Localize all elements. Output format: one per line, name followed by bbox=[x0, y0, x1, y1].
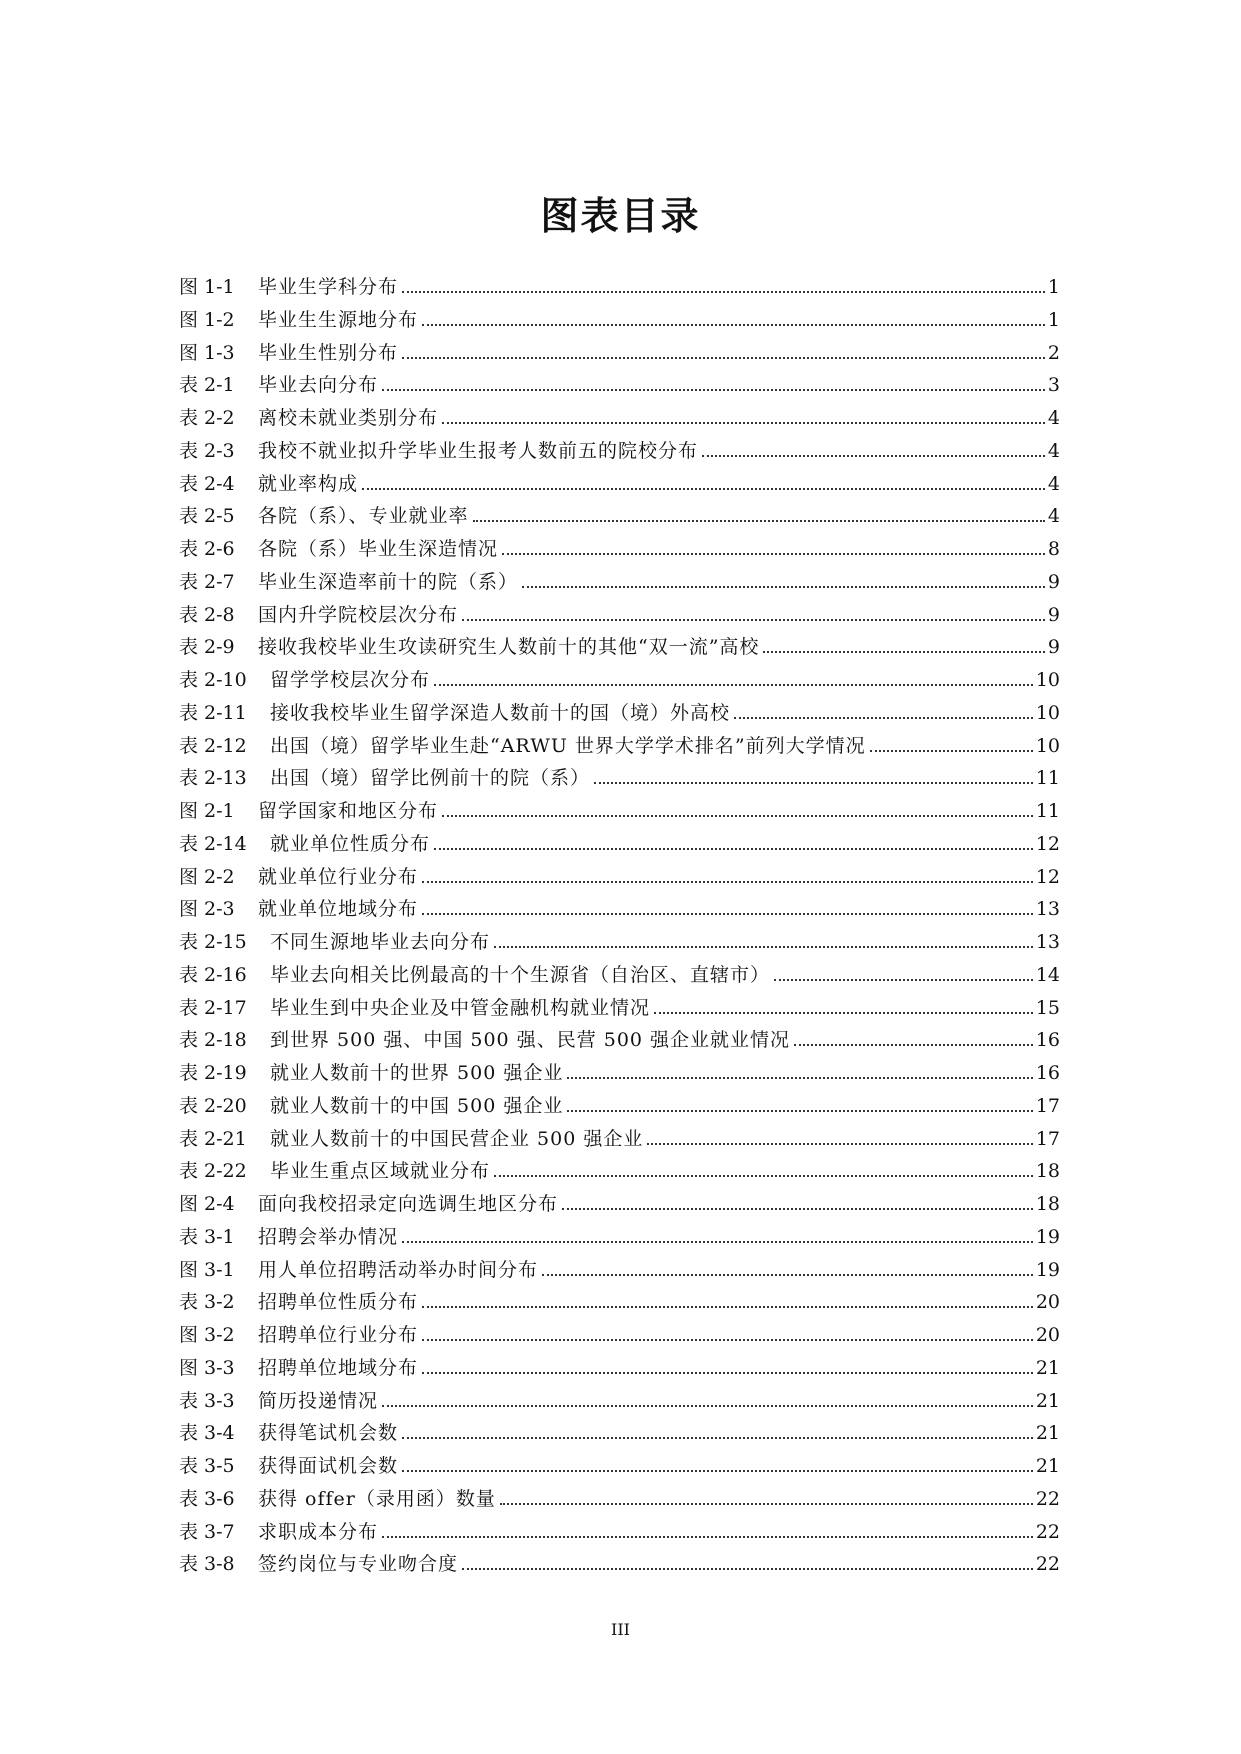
toc-entry[interactable] bbox=[179, 1221, 1060, 1254]
toc-entry-page: 10 bbox=[1035, 669, 1060, 691]
toc-entry-label: 表 2-7 bbox=[179, 570, 235, 593]
toc-entry-title: 简历投递情况 bbox=[258, 1389, 379, 1412]
toc-entry[interactable] bbox=[179, 828, 1060, 861]
toc-entry[interactable] bbox=[179, 500, 1060, 533]
toc-entry-label: 表 3-4 bbox=[179, 1422, 235, 1445]
toc-entry-page: 16 bbox=[1035, 1029, 1060, 1052]
toc-dot-leader bbox=[422, 1306, 1033, 1308]
toc-entry[interactable] bbox=[179, 369, 1060, 402]
toc-entry-page: 11 bbox=[1035, 767, 1060, 790]
toc-entry[interactable] bbox=[179, 1516, 1060, 1549]
toc-entry-page: 14 bbox=[1035, 963, 1060, 986]
toc-entry-page: 22 bbox=[1035, 1520, 1060, 1543]
toc-entry[interactable] bbox=[179, 1057, 1060, 1090]
toc-dot-leader bbox=[434, 848, 1033, 850]
toc-entry-page: 22 bbox=[1035, 1553, 1060, 1576]
toc-entry-page: 15 bbox=[1035, 996, 1060, 1019]
toc-entry[interactable] bbox=[179, 1450, 1060, 1483]
toc-entry-page: 1 bbox=[1047, 308, 1060, 331]
toc-entry-title: 我校不就业拟升学毕业生报考人数前五的院校分布 bbox=[258, 439, 699, 462]
toc-entry-title: 就业单位性质分布 bbox=[270, 832, 431, 855]
toc-entry-label: 表 2-3 bbox=[179, 439, 235, 462]
toc-entry-label: 表 2-6 bbox=[179, 538, 235, 560]
toc-entry[interactable] bbox=[179, 1024, 1060, 1057]
toc-dot-leader bbox=[462, 1568, 1033, 1570]
toc-entry-title: 各院（系）、专业就业率 bbox=[258, 505, 469, 528]
toc-entry-page: 19 bbox=[1035, 1258, 1060, 1281]
toc-entry-title: 招聘单位行业分布 bbox=[258, 1324, 419, 1346]
toc-entry-label: 表 2-16 bbox=[179, 963, 247, 986]
toc-entry-page: 12 bbox=[1035, 865, 1060, 888]
toc-entry-title: 到世界 500 强、中国 500 强、民营 500 强企业就业情况 bbox=[270, 1029, 791, 1052]
toc-entry-title: 就业人数前十的中国民营企业 500 强企业 bbox=[270, 1127, 644, 1150]
toc-entry-page: 8 bbox=[1047, 538, 1060, 560]
toc-dot-leader bbox=[794, 1044, 1033, 1046]
toc-entry-page: 17 bbox=[1035, 1094, 1060, 1117]
toc-entry-label: 表 2-11 bbox=[179, 701, 247, 724]
toc-entry-label: 表 3-8 bbox=[179, 1553, 235, 1576]
toc-entry-label: 图 2-1 bbox=[179, 800, 235, 822]
toc-entry-title: 就业率构成 bbox=[258, 472, 359, 495]
toc-entry-title: 就业单位行业分布 bbox=[258, 865, 419, 888]
toc-entry-title: 出国（境）留学比例前十的院（系） bbox=[270, 767, 591, 790]
toc-entry-label: 表 2-20 bbox=[179, 1094, 247, 1117]
toc-entry-page: 21 bbox=[1035, 1455, 1060, 1477]
toc-entry-title: 毕业生生源地分布 bbox=[258, 308, 419, 331]
toc-entry[interactable] bbox=[179, 893, 1060, 926]
toc-entry[interactable] bbox=[179, 664, 1060, 697]
toc-entry-title: 求职成本分布 bbox=[258, 1520, 379, 1543]
toc-entry-title: 毕业生性别分布 bbox=[258, 341, 399, 364]
toc-entry-title: 招聘单位性质分布 bbox=[258, 1291, 419, 1314]
toc-list bbox=[179, 271, 1060, 1581]
toc-dot-leader bbox=[494, 1175, 1033, 1177]
toc-entry-title: 就业人数前十的世界 500 强企业 bbox=[270, 1062, 564, 1084]
toc-dot-leader bbox=[702, 455, 1045, 457]
toc-entry-title: 留学国家和地区分布 bbox=[258, 800, 439, 822]
toc-entry-label: 表 3-6 bbox=[179, 1487, 235, 1510]
toc-entry-label: 图 3-3 bbox=[179, 1356, 235, 1379]
toc-entry[interactable] bbox=[179, 992, 1060, 1025]
toc-dot-leader bbox=[567, 1077, 1032, 1079]
toc-entry-page: 9 bbox=[1047, 603, 1060, 626]
toc-dot-leader bbox=[402, 1241, 1033, 1243]
toc-entry-page: 18 bbox=[1035, 1193, 1060, 1215]
toc-entry-label: 表 3-7 bbox=[179, 1520, 235, 1543]
toc-dot-leader bbox=[442, 815, 1033, 817]
toc-entry-page: 19 bbox=[1035, 1225, 1060, 1248]
toc-entry[interactable] bbox=[179, 1123, 1060, 1156]
toc-entry[interactable] bbox=[179, 697, 1060, 730]
toc-entry-title: 毕业去向分布 bbox=[258, 374, 379, 397]
toc-entry-title: 毕业生重点区域就业分布 bbox=[270, 1160, 491, 1183]
toc-entry-page: 18 bbox=[1035, 1160, 1060, 1183]
toc-entry[interactable] bbox=[179, 1319, 1060, 1352]
toc-dot-leader bbox=[734, 717, 1033, 719]
toc-entry-page: 4 bbox=[1047, 407, 1060, 429]
toc-entry-title: 留学学校层次分布 bbox=[270, 669, 431, 691]
toc-entry[interactable] bbox=[179, 1548, 1060, 1581]
toc-entry-label: 图 3-2 bbox=[179, 1324, 235, 1346]
toc-entry-page: 16 bbox=[1035, 1062, 1060, 1084]
toc-entry-page: 4 bbox=[1047, 505, 1060, 528]
toc-entry-title: 各院（系）毕业生深造情况 bbox=[258, 538, 499, 560]
toc-entry-label: 表 3-5 bbox=[179, 1455, 235, 1477]
toc-entry-title: 面向我校招录定向选调生地区分布 bbox=[258, 1193, 559, 1215]
toc-dot-leader bbox=[473, 520, 1045, 522]
toc-entry-title: 毕业生学科分布 bbox=[258, 276, 399, 298]
toc-entry-page: 2 bbox=[1047, 341, 1060, 364]
toc-entry-label: 表 2-10 bbox=[179, 669, 247, 691]
toc-dot-leader bbox=[562, 1208, 1033, 1210]
toc-entry-page: 4 bbox=[1047, 439, 1060, 462]
toc-dot-leader bbox=[382, 389, 1045, 391]
toc-entry[interactable] bbox=[179, 861, 1060, 894]
toc-dot-leader bbox=[870, 750, 1033, 752]
toc-entry-title: 签约岗位与专业吻合度 bbox=[258, 1553, 459, 1576]
toc-entry-title: 离校未就业类别分布 bbox=[258, 407, 439, 429]
toc-entry-label: 表 2-18 bbox=[179, 1029, 247, 1052]
toc-dot-leader bbox=[522, 586, 1045, 588]
toc-entry-label: 表 3-1 bbox=[179, 1225, 235, 1248]
toc-entry-label: 图 2-3 bbox=[179, 898, 235, 921]
toc-dot-leader bbox=[422, 1339, 1033, 1341]
toc-entry-page: 17 bbox=[1035, 1127, 1060, 1150]
toc-entry[interactable] bbox=[179, 926, 1060, 959]
toc-entry[interactable] bbox=[179, 1483, 1060, 1516]
toc-entry-title: 国内升学院校层次分布 bbox=[258, 603, 459, 626]
toc-dot-leader bbox=[500, 1503, 1033, 1505]
toc-dot-leader bbox=[494, 946, 1033, 948]
toc-entry-label: 表 2-13 bbox=[179, 767, 247, 790]
toc-entry-page: 13 bbox=[1035, 931, 1060, 953]
toc-entry-page: 10 bbox=[1035, 734, 1060, 757]
toc-entry-label: 表 2-19 bbox=[179, 1062, 247, 1084]
toc-entry-title: 获得面试机会数 bbox=[258, 1455, 399, 1477]
toc-entry-title: 接收我校毕业生留学深造人数前十的国（境）外高校 bbox=[270, 701, 731, 724]
toc-entry-label: 图 2-4 bbox=[179, 1193, 235, 1215]
toc-entry[interactable] bbox=[179, 730, 1060, 763]
toc-dot-leader bbox=[502, 553, 1045, 555]
toc-dot-leader bbox=[763, 651, 1044, 653]
toc-entry-page: 12 bbox=[1035, 832, 1060, 855]
toc-dot-leader bbox=[402, 1437, 1033, 1439]
toc-entry-title: 毕业生深造率前十的院（系） bbox=[258, 570, 519, 593]
toc-entry-title: 用人单位招聘活动举办时间分布 bbox=[258, 1258, 539, 1281]
toc-entry-page: 21 bbox=[1035, 1389, 1060, 1412]
toc-entry[interactable] bbox=[179, 1352, 1060, 1385]
toc-entry-label: 表 2-15 bbox=[179, 931, 247, 953]
toc-entry-title: 不同生源地毕业去向分布 bbox=[270, 931, 491, 953]
toc-dot-leader bbox=[594, 782, 1033, 784]
toc-entry-title: 招聘会举办情况 bbox=[258, 1225, 399, 1248]
toc-entry[interactable] bbox=[179, 762, 1060, 795]
toc-entry-label: 表 2-21 bbox=[179, 1127, 247, 1150]
toc-entry[interactable] bbox=[179, 533, 1060, 566]
toc-dot-leader bbox=[442, 422, 1045, 424]
toc-entry-label: 表 2-14 bbox=[179, 832, 247, 855]
toc-entry-label: 表 2-22 bbox=[179, 1160, 247, 1183]
toc-entry-label: 图 1-2 bbox=[179, 308, 235, 331]
toc-entry-page: 21 bbox=[1035, 1422, 1060, 1445]
toc-entry-label: 表 2-5 bbox=[179, 505, 235, 528]
toc-dot-leader bbox=[542, 1274, 1033, 1276]
toc-entry-page: 10 bbox=[1035, 701, 1060, 724]
toc-dot-leader bbox=[422, 913, 1033, 915]
toc-entry-title: 毕业去向相关比例最高的十个生源省（自治区、直辖市） bbox=[270, 963, 771, 986]
toc-dot-leader bbox=[402, 1470, 1033, 1472]
toc-entry-label: 表 3-3 bbox=[179, 1389, 235, 1412]
toc-entry-label: 表 2-8 bbox=[179, 603, 235, 626]
toc-dot-leader bbox=[422, 881, 1033, 883]
toc-entry[interactable] bbox=[179, 959, 1060, 992]
toc-dot-leader bbox=[654, 1012, 1033, 1014]
toc-entry-label: 表 2-17 bbox=[179, 996, 247, 1019]
toc-entry-label: 表 2-4 bbox=[179, 472, 235, 495]
toc-entry[interactable] bbox=[179, 1417, 1060, 1450]
toc-dot-leader bbox=[382, 1405, 1033, 1407]
toc-entry[interactable] bbox=[179, 1254, 1060, 1287]
toc-entry[interactable] bbox=[179, 337, 1060, 370]
toc-entry[interactable] bbox=[179, 1155, 1060, 1188]
toc-entry[interactable] bbox=[179, 599, 1060, 632]
toc-entry[interactable] bbox=[179, 435, 1060, 468]
toc-dot-leader bbox=[647, 1143, 1032, 1145]
toc-entry-label: 图 3-1 bbox=[179, 1258, 235, 1281]
toc-entry-label: 表 2-12 bbox=[179, 734, 247, 757]
toc-dot-leader bbox=[567, 1110, 1032, 1112]
toc-entry-title: 招聘单位地域分布 bbox=[258, 1356, 419, 1379]
page-number: III bbox=[611, 1620, 630, 1639]
toc-dot-leader bbox=[434, 684, 1033, 686]
toc-entry-page: 9 bbox=[1047, 636, 1060, 659]
toc-entry-label: 图 1-1 bbox=[179, 276, 235, 298]
toc-entry-title: 获得 offer（录用函）数量 bbox=[258, 1487, 496, 1510]
toc-entry-title: 就业单位地域分布 bbox=[258, 898, 419, 921]
toc-entry-label: 表 2-9 bbox=[179, 636, 235, 659]
toc-entry-label: 表 2-2 bbox=[179, 407, 235, 429]
toc-entry-label: 图 2-2 bbox=[179, 865, 235, 888]
toc-entry[interactable] bbox=[179, 304, 1060, 337]
toc-dot-leader bbox=[774, 979, 1033, 981]
toc-entry-title: 出国（境）留学毕业生赴“ARWU 世界大学学术排名”前列大学情况 bbox=[270, 734, 866, 757]
toc-entry-page: 20 bbox=[1035, 1291, 1060, 1314]
toc-entry[interactable] bbox=[179, 1286, 1060, 1319]
toc-entry[interactable] bbox=[179, 566, 1060, 599]
page-title: 图表目录 bbox=[540, 194, 701, 239]
toc-entry-label: 表 3-2 bbox=[179, 1291, 235, 1314]
toc-entry-label: 表 2-1 bbox=[179, 374, 235, 397]
toc-entry-page: 21 bbox=[1035, 1356, 1060, 1379]
toc-entry-page: 13 bbox=[1035, 898, 1060, 921]
toc-entry-page: 11 bbox=[1035, 800, 1060, 822]
toc-dot-leader bbox=[382, 1536, 1033, 1538]
toc-entry[interactable] bbox=[179, 271, 1060, 304]
toc-entry-title: 毕业生到中央企业及中管金融机构就业情况 bbox=[270, 996, 651, 1019]
toc-dot-leader bbox=[402, 291, 1045, 293]
toc-entry[interactable] bbox=[179, 631, 1060, 664]
toc-entry-page: 1 bbox=[1047, 276, 1060, 298]
toc-entry-page: 22 bbox=[1035, 1487, 1060, 1510]
toc-entry[interactable] bbox=[179, 1090, 1060, 1123]
toc-entry-title: 接收我校毕业生攻读研究生人数前十的其他“双一流”高校 bbox=[258, 636, 760, 659]
toc-entry[interactable] bbox=[179, 1385, 1060, 1418]
toc-dot-leader bbox=[462, 619, 1045, 621]
toc-entry-title: 就业人数前十的中国 500 强企业 bbox=[270, 1094, 564, 1117]
toc-entry[interactable] bbox=[179, 795, 1060, 828]
toc-dot-leader bbox=[402, 357, 1045, 359]
toc-entry-page: 4 bbox=[1047, 472, 1060, 495]
toc-entry-page: 3 bbox=[1047, 374, 1060, 397]
toc-entry-label: 图 1-3 bbox=[179, 341, 235, 364]
toc-entry[interactable] bbox=[179, 1188, 1060, 1221]
toc-entry-page: 9 bbox=[1047, 570, 1060, 593]
toc-dot-leader bbox=[422, 1372, 1033, 1374]
toc-entry-page: 20 bbox=[1035, 1324, 1060, 1346]
toc-dot-leader bbox=[362, 488, 1045, 490]
toc-entry[interactable] bbox=[179, 402, 1060, 435]
toc-entry[interactable] bbox=[179, 468, 1060, 501]
toc-dot-leader bbox=[422, 324, 1045, 326]
toc-entry-title: 获得笔试机会数 bbox=[258, 1422, 399, 1445]
